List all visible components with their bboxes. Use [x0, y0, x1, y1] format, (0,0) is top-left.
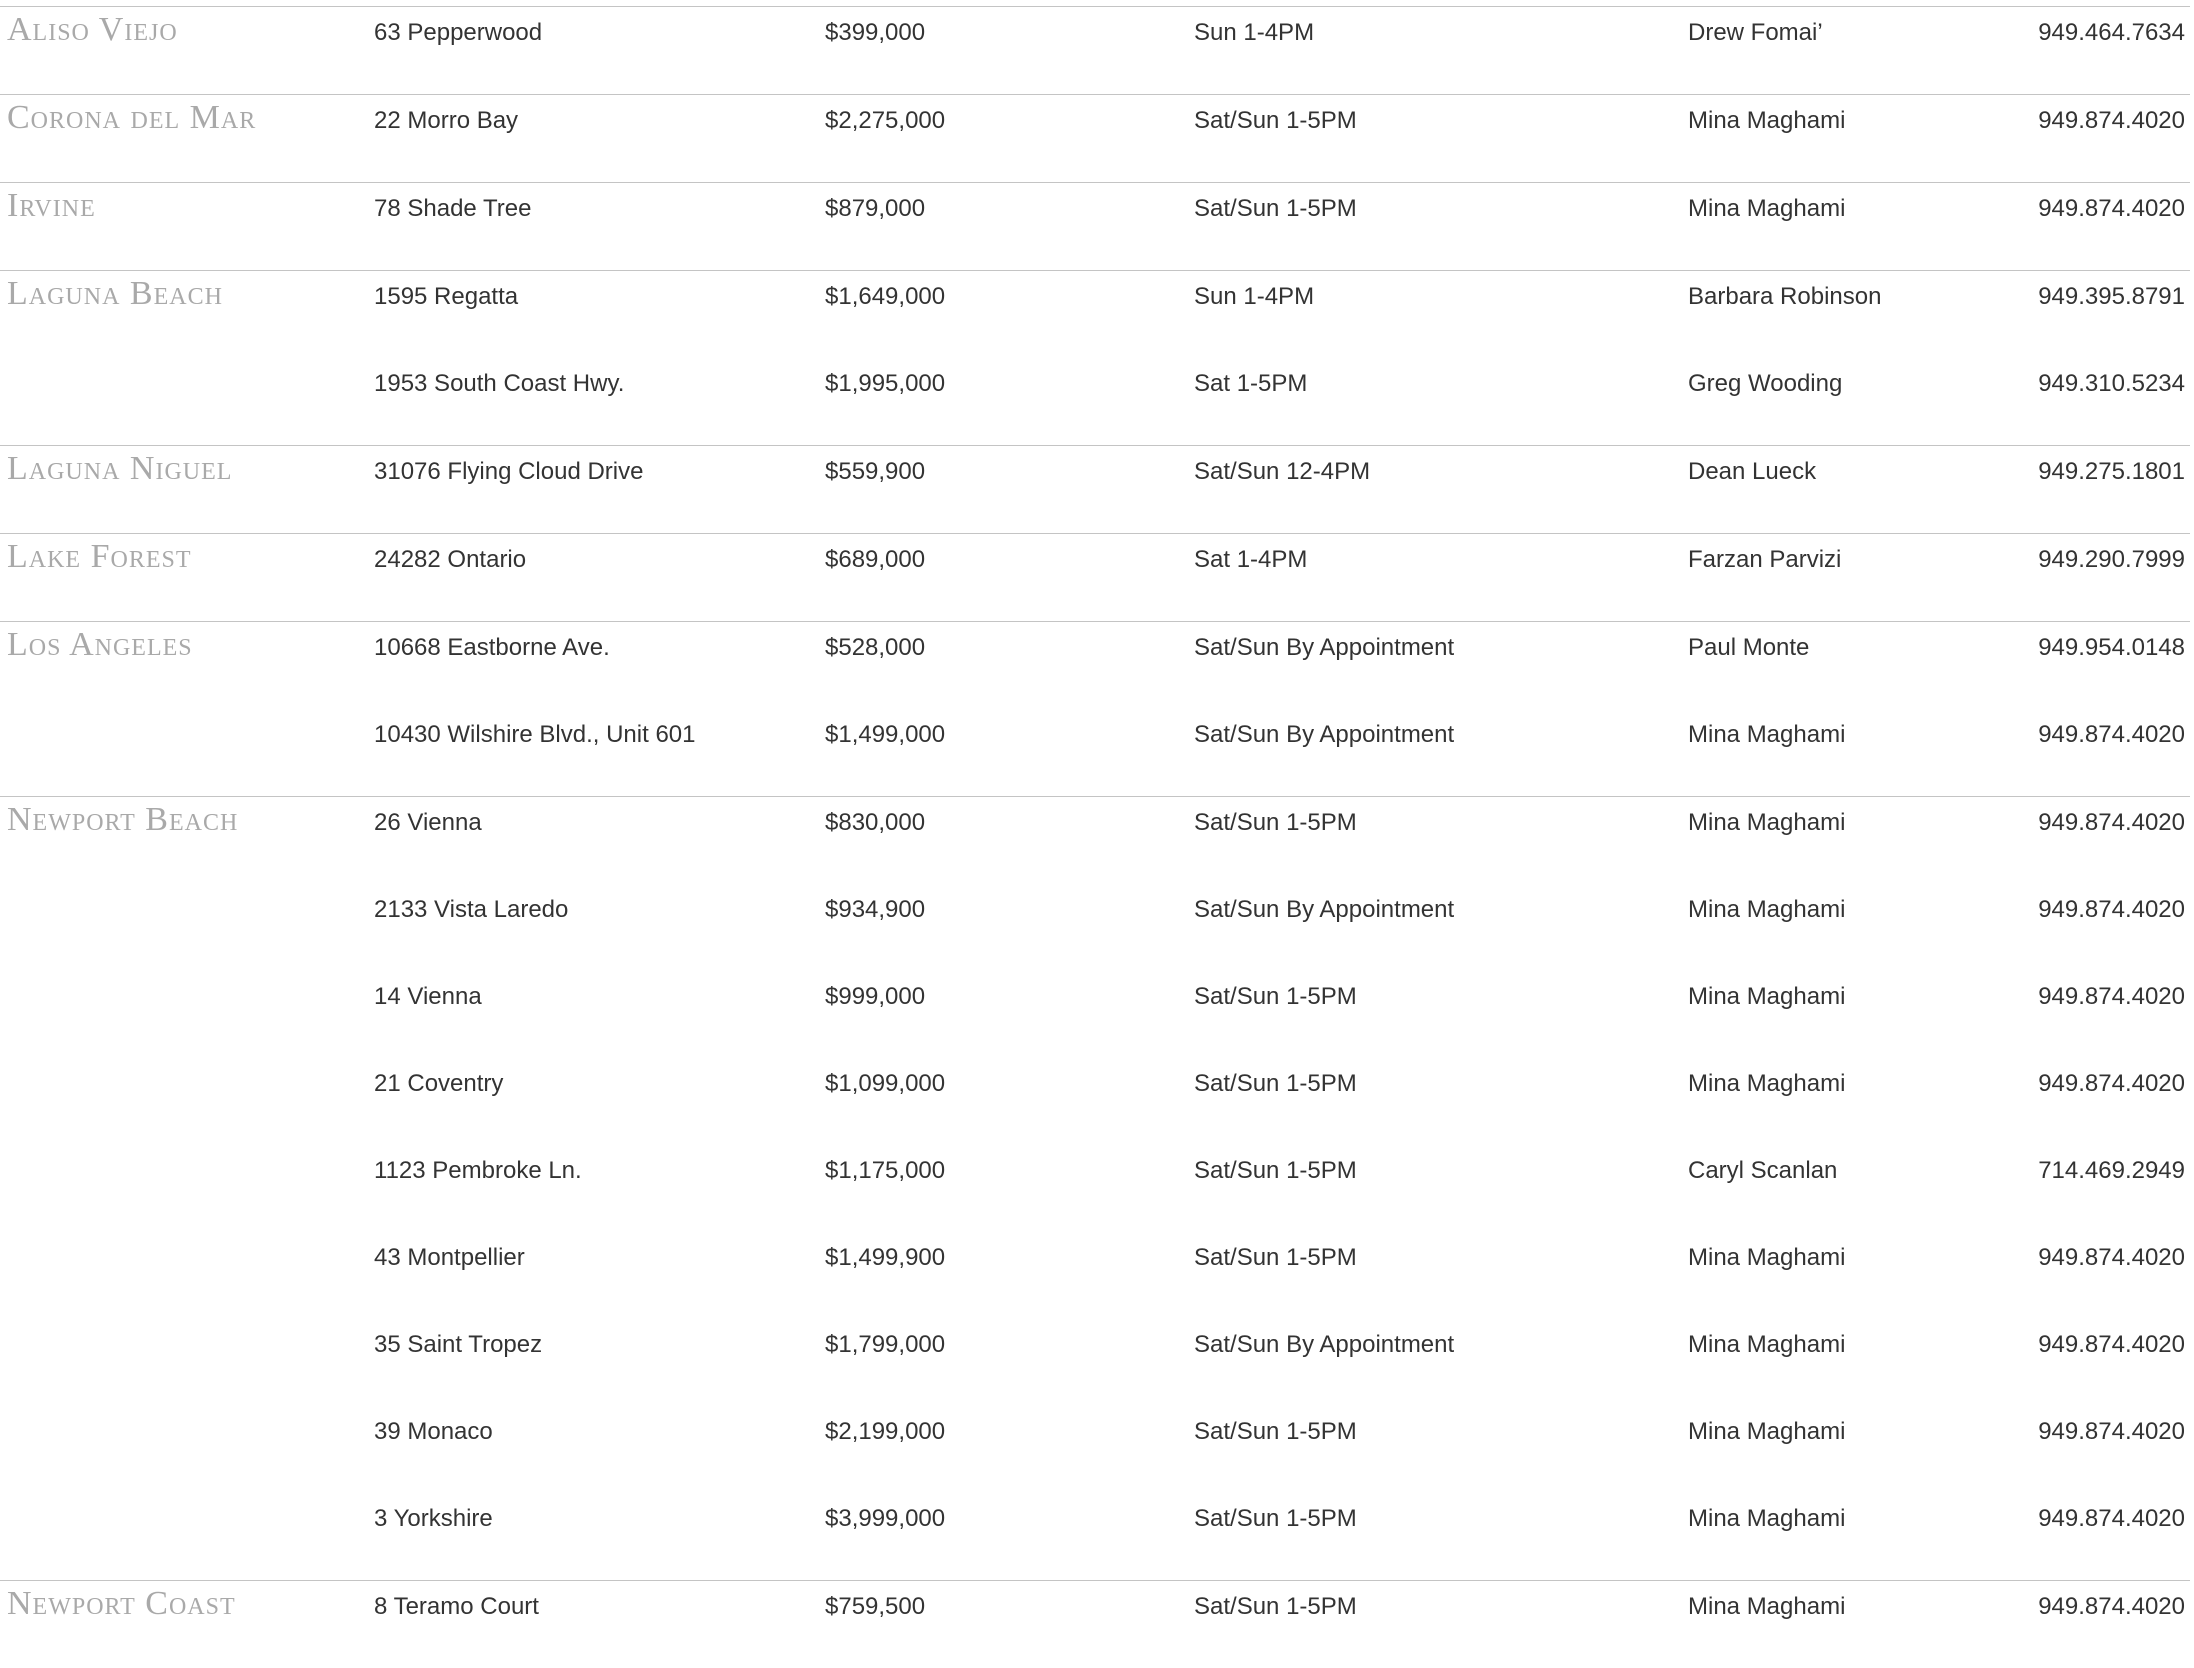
- listing-price: $1,099,000: [825, 1070, 946, 1097]
- listing-address: 1123 Pembroke Ln.: [374, 1157, 582, 1184]
- agent-phone: 949.275.1801: [2038, 458, 2185, 485]
- listing-address: 26 Vienna: [374, 809, 482, 836]
- listing-price: $879,000: [825, 195, 926, 222]
- city-name: Irvine: [7, 187, 96, 224]
- agent-phone: 949.464.7634: [2038, 19, 2185, 46]
- open-house-time: Sat/Sun 1-5PM: [1194, 195, 1357, 222]
- city-group: [0, 445, 2190, 533]
- listing-address: 78 Shade Tree: [374, 195, 532, 222]
- listing-row: [0, 1145, 2190, 1232]
- listing-row: [0, 709, 2190, 796]
- agent-name: Mina Maghami: [1688, 1593, 1846, 1620]
- listing-price: $759,500: [825, 1593, 926, 1620]
- listing-price: $528,000: [825, 634, 926, 661]
- open-house-time: Sun 1-4PM: [1194, 19, 1315, 46]
- agent-phone: 949.874.4020: [2038, 896, 2185, 923]
- agent-phone: 949.874.4020: [2038, 195, 2185, 222]
- agent-name: Mina Maghami: [1688, 195, 1846, 222]
- agent-name: Mina Maghami: [1688, 107, 1846, 134]
- agent-name: Mina Maghami: [1688, 721, 1846, 748]
- listing-price: $1,499,900: [825, 1244, 946, 1271]
- agent-phone: 949.874.4020: [2038, 721, 2185, 748]
- open-house-time: Sat/Sun 12-4PM: [1194, 458, 1371, 485]
- open-house-time: Sat/Sun By Appointment: [1194, 1331, 1455, 1358]
- city-name: Newport Coast: [7, 1585, 236, 1622]
- listing-price: $2,275,000: [825, 107, 946, 134]
- agent-name: Mina Maghami: [1688, 983, 1846, 1010]
- listing-row: [0, 1581, 2190, 1668]
- city-name: Newport Beach: [7, 801, 239, 838]
- agent-phone: 949.290.7999: [2038, 546, 2185, 573]
- listing-price: $830,000: [825, 809, 926, 836]
- listing-price: $1,995,000: [825, 370, 946, 397]
- agent-name: Mina Maghami: [1688, 1244, 1846, 1271]
- agent-phone: 949.395.8791: [2038, 283, 2185, 310]
- open-house-time: Sat/Sun By Appointment: [1194, 634, 1455, 661]
- open-house-time: Sat/Sun 1-5PM: [1194, 1070, 1357, 1097]
- city-group: [0, 1580, 2190, 1668]
- agent-phone: 949.874.4020: [2038, 809, 2185, 836]
- agent-phone: 949.874.4020: [2038, 1505, 2185, 1532]
- listing-address: 39 Monaco: [374, 1418, 493, 1445]
- city-group: [0, 533, 2190, 621]
- agent-name: Dean Lueck: [1688, 458, 1817, 485]
- agent-name: Farzan Parvizi: [1688, 546, 1842, 573]
- agent-phone: 949.874.4020: [2038, 983, 2185, 1010]
- open-house-time: Sat/Sun 1-5PM: [1194, 1593, 1357, 1620]
- listing-address: 1595 Regatta: [374, 283, 519, 310]
- listing-address: 24282 Ontario: [374, 546, 527, 573]
- listing-address: 10668 Eastborne Ave.: [374, 634, 610, 661]
- open-house-time: Sat/Sun 1-5PM: [1194, 1244, 1357, 1271]
- agent-name: Mina Maghami: [1688, 1331, 1846, 1358]
- open-house-time: Sat/Sun By Appointment: [1194, 896, 1455, 923]
- listing-row: [0, 1058, 2190, 1145]
- open-house-time: Sat/Sun 1-5PM: [1194, 107, 1357, 134]
- city-name: Laguna Niguel: [7, 450, 233, 487]
- listing-row: [0, 884, 2190, 971]
- listing-address: 21 Coventry: [374, 1070, 504, 1097]
- listing-address: 1953 South Coast Hwy.: [374, 370, 625, 397]
- city-name: Lake Forest: [7, 538, 192, 575]
- agent-name: Greg Wooding: [1688, 370, 1843, 397]
- agent-phone: 714.469.2949: [2038, 1157, 2185, 1184]
- listing-row: [0, 1406, 2190, 1493]
- agent-name: Mina Maghami: [1688, 896, 1846, 923]
- listing-price: $999,000: [825, 983, 926, 1010]
- open-house-time: Sat/Sun 1-5PM: [1194, 983, 1357, 1010]
- agent-name: Mina Maghami: [1688, 1418, 1846, 1445]
- agent-name: Mina Maghami: [1688, 1070, 1846, 1097]
- agent-name: Mina Maghami: [1688, 809, 1846, 836]
- listing-row: [0, 271, 2190, 358]
- listing-row: [0, 971, 2190, 1058]
- agent-phone: 949.874.4020: [2038, 1244, 2185, 1271]
- city-group: [0, 94, 2190, 182]
- listing-row: [0, 534, 2190, 621]
- listing-address: 8 Teramo Court: [374, 1593, 539, 1620]
- agent-phone: 949.954.0148: [2038, 634, 2185, 661]
- listing-row: [0, 622, 2190, 709]
- open-house-time: Sat/Sun 1-5PM: [1194, 1418, 1357, 1445]
- listing-address: 14 Vienna: [374, 983, 482, 1010]
- agent-phone: 949.874.4020: [2038, 1331, 2185, 1358]
- city-group: [0, 270, 2190, 445]
- listing-row: [0, 446, 2190, 533]
- listing-address: 22 Morro Bay: [374, 107, 519, 134]
- listing-row: [0, 1232, 2190, 1319]
- open-house-time: Sat/Sun 1-5PM: [1194, 1157, 1357, 1184]
- listing-row: [0, 183, 2190, 270]
- listing-address: 43 Montpellier: [374, 1244, 525, 1271]
- listing-address: 3 Yorkshire: [374, 1505, 493, 1532]
- agent-phone: 949.874.4020: [2038, 1070, 2185, 1097]
- open-house-time: Sat 1-4PM: [1194, 546, 1308, 573]
- listing-row: [0, 1319, 2190, 1406]
- agent-phone: 949.874.4020: [2038, 1418, 2185, 1445]
- city-group: [0, 6, 2190, 94]
- listing-price: $2,199,000: [825, 1418, 946, 1445]
- listing-price: $399,000: [825, 19, 926, 46]
- listing-row: [0, 358, 2190, 445]
- listing-price: $1,649,000: [825, 283, 946, 310]
- open-house-time: Sun 1-4PM: [1194, 283, 1315, 310]
- city-name: Aliso Viejo: [7, 11, 178, 48]
- open-house-listing: [0, 6, 2194, 1622]
- listing-address: 2133 Vista Laredo: [374, 896, 569, 923]
- listing-price: $934,900: [825, 896, 926, 923]
- listing-price: $689,000: [825, 546, 926, 573]
- open-house-time: Sat/Sun By Appointment: [1194, 721, 1455, 748]
- listing-row: [0, 1493, 2190, 1580]
- listing-price: $1,175,000: [825, 1157, 946, 1184]
- listing-price: $1,799,000: [825, 1331, 946, 1358]
- agent-name: Paul Monte: [1688, 634, 1810, 661]
- listing-row: [0, 7, 2190, 94]
- city-name: Corona del Mar: [7, 99, 257, 136]
- agent-name: Drew Fomai’: [1688, 19, 1823, 46]
- agent-phone: 949.310.5234: [2038, 370, 2185, 397]
- listing-row: [0, 95, 2190, 182]
- open-house-time: Sat/Sun 1-5PM: [1194, 1505, 1357, 1532]
- listing-address: 10430 Wilshire Blvd., Unit 601: [374, 721, 696, 748]
- open-house-time: Sat/Sun 1-5PM: [1194, 809, 1357, 836]
- city-name: Los Angeles: [7, 626, 193, 663]
- listing-price: $1,499,000: [825, 721, 946, 748]
- city-group: [0, 621, 2190, 796]
- agent-name: Barbara Robinson: [1688, 283, 1882, 310]
- listing-address: 31076 Flying Cloud Drive: [374, 458, 644, 485]
- listing-price: $3,999,000: [825, 1505, 946, 1532]
- agent-name: Caryl Scanlan: [1688, 1157, 1838, 1184]
- city-name: Laguna Beach: [7, 275, 223, 312]
- city-group: [0, 182, 2190, 270]
- agent-phone: 949.874.4020: [2038, 107, 2185, 134]
- listing-address: 63 Pepperwood: [374, 19, 543, 46]
- open-house-time: Sat 1-5PM: [1194, 370, 1308, 397]
- listing-row: [0, 797, 2190, 884]
- city-group: [0, 796, 2190, 1580]
- agent-phone: 949.874.4020: [2038, 1593, 2185, 1620]
- listing-address: 35 Saint Tropez: [374, 1331, 543, 1358]
- agent-name: Mina Maghami: [1688, 1505, 1846, 1532]
- listing-price: $559,900: [825, 458, 926, 485]
